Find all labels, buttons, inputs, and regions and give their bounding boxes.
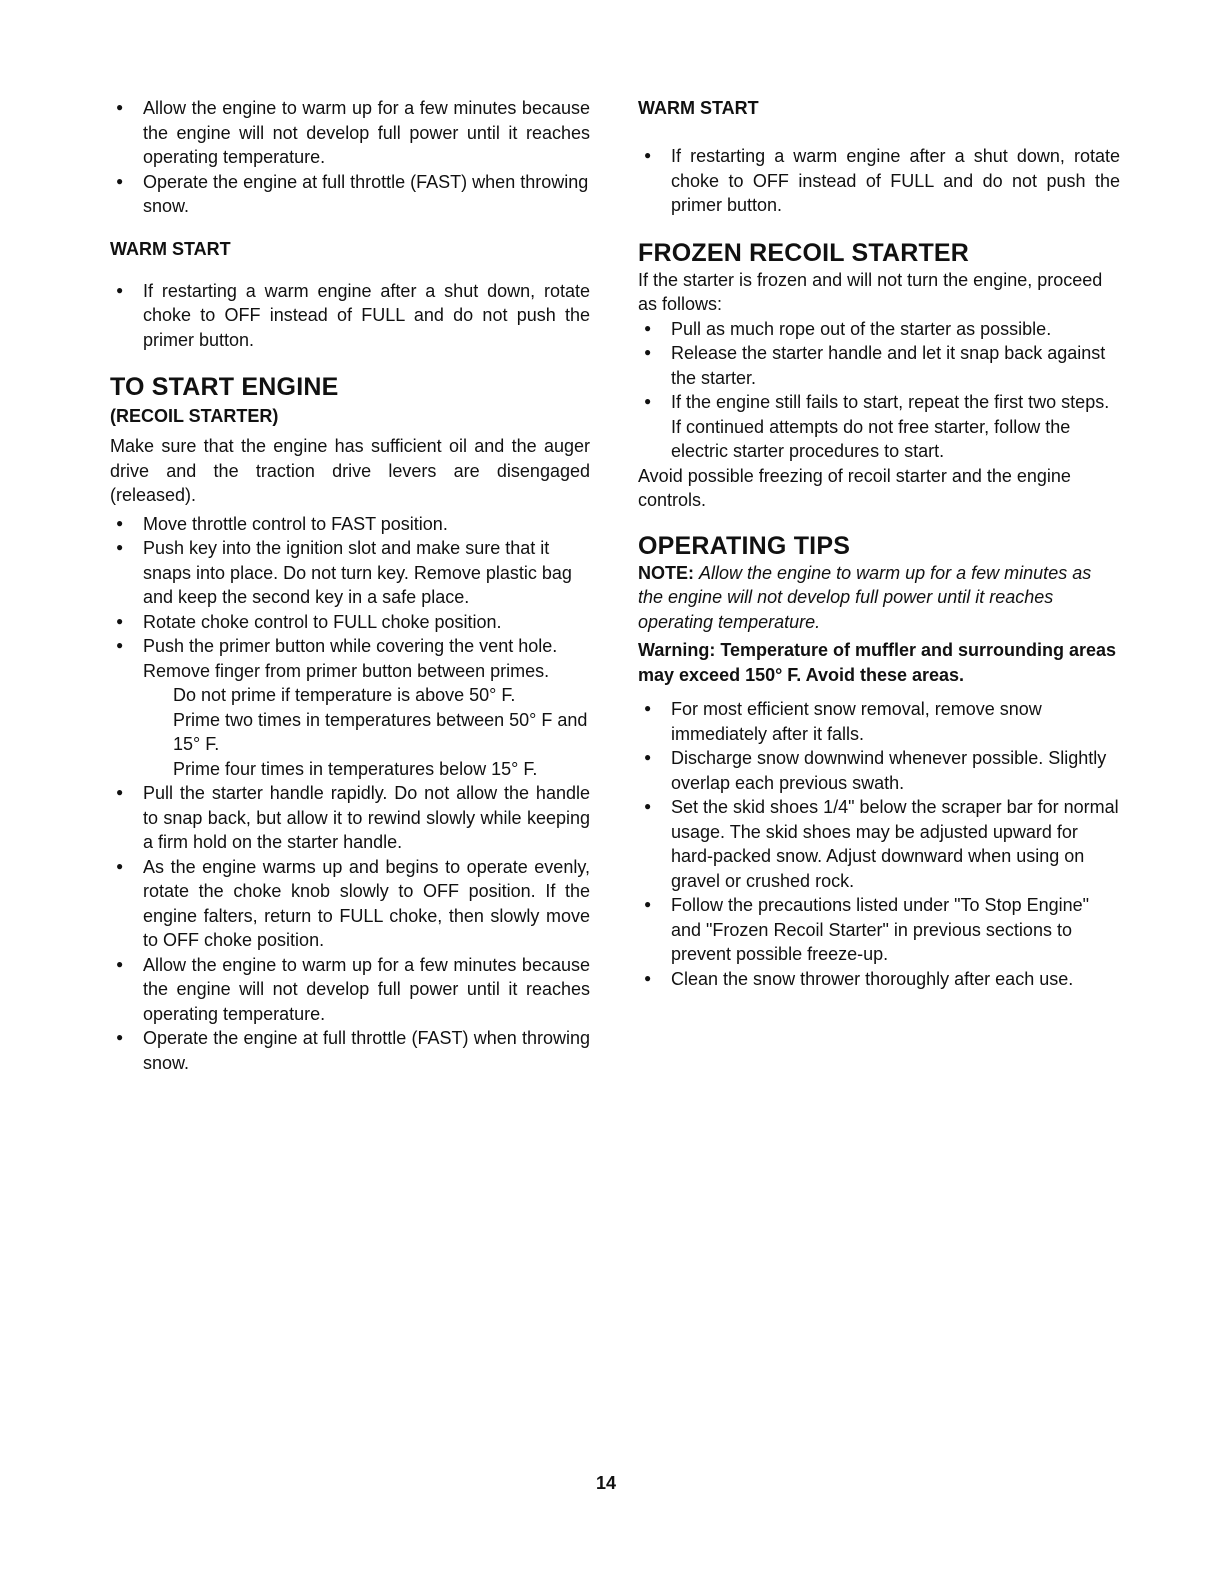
operating-tips-list	[638, 697, 1120, 991]
list-item: ● Rotate choke control to FULL choke position.	[110, 610, 590, 635]
list-item: ● Operate the engine at full throttle (FAST) when throwing snow.	[110, 1026, 590, 1075]
to-start-intro: Make sure that the engine has sufficient oil and the auger drive and the traction drive levers are disengaged (released).	[110, 436, 590, 505]
list-item: ● For most efficient snow removal, remove snow immediately after it falls.	[638, 697, 1120, 746]
operating-tips-heading: OPERATING TIPS	[638, 531, 851, 560]
to-start-engine-heading: TO START ENGINE	[110, 373, 339, 401]
frozen-intro: If the starter is frozen and will not turn the engine, proceed as follows:	[638, 269, 1103, 314]
frozen-steps	[638, 317, 1120, 464]
prime-line: Prime four times in temperatures below 15° F.	[173, 758, 538, 779]
list-item: ● Set the skid shoes 1/4" below the scraper bar for normal usage. The skid shoes may be adjusted upward for hard-packed snow. Adjust downward when using on gravel or crushed rock.	[638, 795, 1120, 893]
list-item: ● If restarting a warm engine after a shut down, rotate choke to OFF instead of FULL and do not push the primer button.	[638, 144, 1120, 218]
page-number: 14	[595, 1473, 617, 1493]
list-item: ● Clean the snow thrower thoroughly after each use.	[638, 967, 1120, 992]
list-item: ● Move throttle control to FAST position.	[110, 512, 590, 537]
list-item: ● Operate the engine at full throttle (FAST) when throwing snow.	[110, 170, 590, 219]
list-item: ● Release the starter handle and let it snap back against the starter.	[638, 341, 1120, 390]
top-bullet-list	[110, 96, 590, 219]
list-item: ● Pull as much rope out of the starter as possible.	[638, 317, 1120, 342]
list-item: ● As the engine warms up and begins to operate evenly, rotate the choke knob slowly to OFF position. If the engine falters, return to FULL choke, then slowly move to OFF choke position.	[110, 855, 590, 953]
right-column	[638, 96, 1120, 991]
prime-line: Do not prime if temperature is above 50° F.	[173, 685, 516, 705]
list-item: ● Push the primer button while covering the vent hole.	[110, 634, 590, 659]
note-text: Allow the engine to warm up for a few minutes as the engine will not develop full power until it reaches operating temperature.	[638, 562, 1092, 632]
warm-start-heading: WARM START	[110, 238, 231, 259]
warning-text: Warning: Temperature of muffler and surrounding areas may exceed 150° F. Avoid these areas.	[638, 640, 1117, 685]
list-item: ● If the engine still fails to start, repeat the first two steps. If continued attempts do not free starter, follow the electric starter procedures to start.	[638, 390, 1120, 464]
list-item: ● Follow the precautions listed under "To Stop Engine" and "Frozen Recoil Starter" in previous sections to prevent possible freeze-up.	[638, 893, 1120, 967]
list-item: ● Allow the engine to warm up for a few minutes because the engine will not develop full power until it reaches operating temperature.	[110, 96, 590, 170]
list-item: ● Pull the starter handle rapidly. Do not allow the handle to snap back, but allow it to rewind slowly while keeping a firm hold on the starter handle.	[110, 781, 590, 855]
prime-line: Prime two times in temperatures between 50° F and 15° F.	[173, 709, 588, 754]
note-label: NOTE:	[638, 562, 694, 583]
operating-tips-note	[638, 561, 1120, 635]
to-start-steps-b	[110, 781, 590, 1075]
recoil-starter-subheading: (RECOIL STARTER)	[110, 406, 279, 426]
warm-start-heading: WARM START	[638, 98, 759, 118]
frozen-recoil-starter-heading: FROZEN RECOIL STARTER	[638, 238, 970, 267]
left-column	[110, 96, 590, 1075]
list-item: ● Push key into the ignition slot and make sure that it snaps into place. Do not turn key. Remove plastic bag and keep the second key in a safe place.	[110, 536, 590, 610]
warm-start-list	[110, 279, 590, 353]
list-item: ● Allow the engine to warm up for a few minutes because the engine will not develop full power until it reaches operating temperature.	[110, 953, 590, 1027]
list-item: ● Discharge snow downwind whenever possible. Slightly overlap each previous swath.	[638, 746, 1120, 795]
to-start-steps-a	[110, 512, 590, 659]
primer-note: Remove finger from primer button between primes.	[143, 660, 550, 681]
frozen-outro: Avoid possible freezing of recoil starter and the engine controls.	[638, 465, 1071, 510]
list-item: ● If restarting a warm engine after a shut down, rotate choke to OFF instead of FULL and do not push the primer button.	[110, 279, 590, 353]
warm-start-list	[638, 144, 1120, 218]
